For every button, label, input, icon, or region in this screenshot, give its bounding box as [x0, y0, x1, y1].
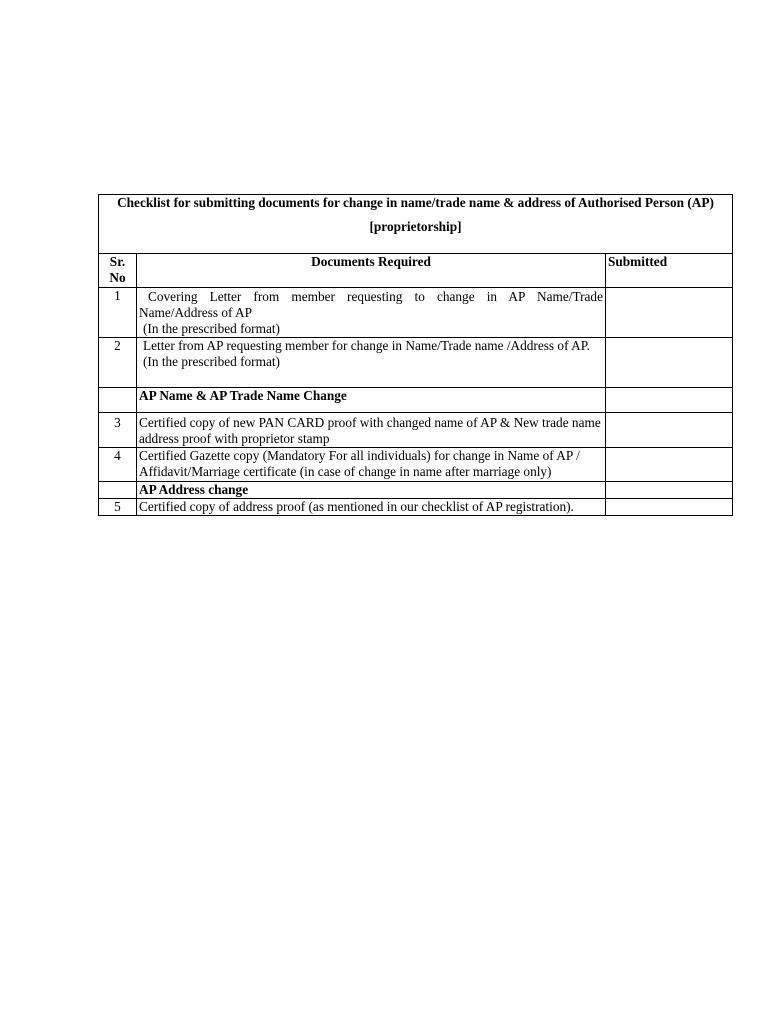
title-row [99, 195, 733, 254]
checklist-table [98, 194, 733, 516]
section-heading-address-change: AP Address change [137, 482, 606, 499]
section-empty-sr [99, 482, 137, 499]
row-document [137, 338, 606, 388]
row-sr-number: 5 [99, 499, 137, 516]
row-document [137, 288, 606, 338]
row-sr-number: 1 [99, 288, 137, 338]
document-line: (In the prescribed format) [143, 321, 280, 336]
header-submitted: Submitted [606, 254, 733, 288]
row-document [137, 499, 606, 516]
row-document [137, 413, 606, 448]
row-sr-number: 3 [99, 413, 137, 448]
header-documents-required: Documents Required [137, 254, 606, 288]
document-line: Certified copy of new PAN CARD proof with changed name of AP & New trade name address proof with proprietor stamp [139, 415, 601, 446]
header-row [99, 254, 733, 288]
section-row [99, 388, 733, 413]
table-row [99, 413, 733, 448]
submitted-cell[interactable] [606, 413, 733, 448]
title-cell [99, 195, 733, 254]
row-sr-number: 2 [99, 338, 137, 388]
checklist-subtitle: [proprietorship] [369, 219, 462, 234]
table-row [99, 288, 733, 338]
document-line: Certified copy of address proof (as mentioned in our checklist of AP registration). [139, 499, 574, 514]
document-line: (In the prescribed format) [143, 354, 280, 369]
table-row [99, 338, 733, 388]
section-empty-sr [99, 388, 137, 413]
section-row [99, 482, 733, 499]
document-line: Letter from AP requesting member for change in Name/Trade name /Address of AP. [143, 338, 590, 353]
submitted-cell[interactable] [606, 288, 733, 338]
section-heading-name-change: AP Name & AP Trade Name Change [137, 388, 606, 413]
table-row [99, 499, 733, 516]
submitted-cell[interactable] [606, 338, 733, 388]
document-line: Covering Letter from member requesting to change in AP Name/Trade Name/Address of AP [139, 289, 603, 320]
header-sr-no: Sr. No [99, 254, 137, 288]
submitted-cell[interactable] [606, 499, 733, 516]
row-sr-number: 4 [99, 448, 137, 482]
document-line: Certified Gazette copy (Mandatory For all individuals) for change in Name of AP / Affidavit/Marriage certificate (in case of change in name after marriage only) [139, 448, 580, 479]
row-document [137, 448, 606, 482]
checklist-title: Checklist for submitting documents for change in name/trade name & address of Authorised Person (AP) [117, 195, 714, 210]
section-empty-submitted [606, 482, 733, 499]
table-row [99, 448, 733, 482]
section-empty-submitted [606, 388, 733, 413]
submitted-cell[interactable] [606, 448, 733, 482]
